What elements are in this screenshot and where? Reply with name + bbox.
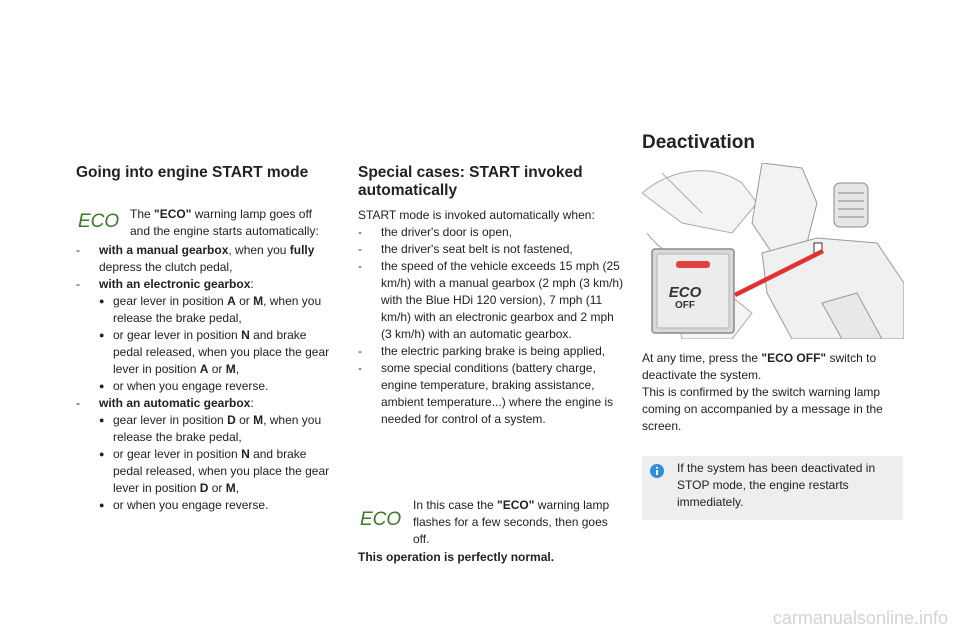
status-led [676, 261, 710, 268]
list-item: ● gear lever in position A or M, when you release the brake pedal, [99, 293, 338, 327]
col3-text: At any time, press the "ECO OFF" switch to deactivate the system. This is confirmed by the switch warning lamp coming on accompanied by a message in the screen. [642, 351, 883, 433]
list-item: - with a manual gearbox, when you fully depress the clutch pedal, [76, 242, 338, 276]
list-item: - with an electronic gearbox: [76, 276, 338, 293]
info-icon [650, 464, 664, 483]
list-item: ● or gear lever in position N and brake pedal released, when you place the gear lever in position D or M, [99, 446, 338, 497]
col1-eco-text: The "ECO" warning lamp goes off and the engine starts automatically: [130, 207, 319, 238]
list-item: - with an automatic gearbox: [76, 395, 338, 412]
eco-off-button[interactable] [659, 286, 711, 312]
svg-text:ECO: ECO [360, 509, 402, 528]
watermark: carmanualsonline.info [772, 608, 948, 628]
col2-title: Special cases: START invoked automatically [358, 164, 583, 199]
list-item: ● or when you engage reverse. [99, 497, 338, 514]
svg-text:ECO: ECO [78, 211, 120, 230]
list-item: ● or gear lever in position N and brake pedal released, when you place the gear lever in position A or M, [99, 327, 338, 378]
list-item: ● gear lever in position D or M, when you release the brake pedal, [99, 412, 338, 446]
col2-list [358, 224, 626, 428]
col2-intro: START mode is invoked automatically when: [358, 208, 595, 222]
col2-eco-text: In this case the "ECO" warning lamp flashes for a few seconds, then goes off. [413, 498, 610, 546]
eco-off-label: ECO [668, 284, 702, 301]
list-item: - the electric parking brake is being applied, [358, 343, 626, 360]
dashboard-illustration [642, 163, 904, 339]
page-title: Deactivation [642, 132, 755, 153]
col1-list [76, 242, 338, 514]
list-item: - some special conditions (battery charge, engine temperature, braking assistance, ambient temperature...) where the engine is needed for control of a system. [358, 360, 626, 428]
info-box [642, 456, 903, 520]
list-item: - the speed of the vehicle exceeds 15 mph (25 km/h) with a manual gearbox (2 mph (3 km/h) with the Blue HDi 120 version), 7 mph (11 km/h) with an electronic gearbox and 2 mph (3 km/h) with an automatic gearbox. [358, 258, 626, 343]
col1-title: Going into engine START mode [76, 164, 309, 181]
eco-lamp-icon [78, 210, 122, 235]
eco-lamp-icon [360, 508, 404, 533]
col2-normal: This operation is perfectly normal. [358, 550, 555, 564]
list-item: - the driver's door is open, [358, 224, 626, 241]
eco-off-sublabel: OFF [675, 300, 695, 311]
list-item: ● or when you engage reverse. [99, 378, 338, 395]
info-text: If the system has been deactivated in STOP mode, the engine restarts immediately. [677, 461, 876, 509]
list-item: - the driver's seat belt is not fastened, [358, 241, 626, 258]
